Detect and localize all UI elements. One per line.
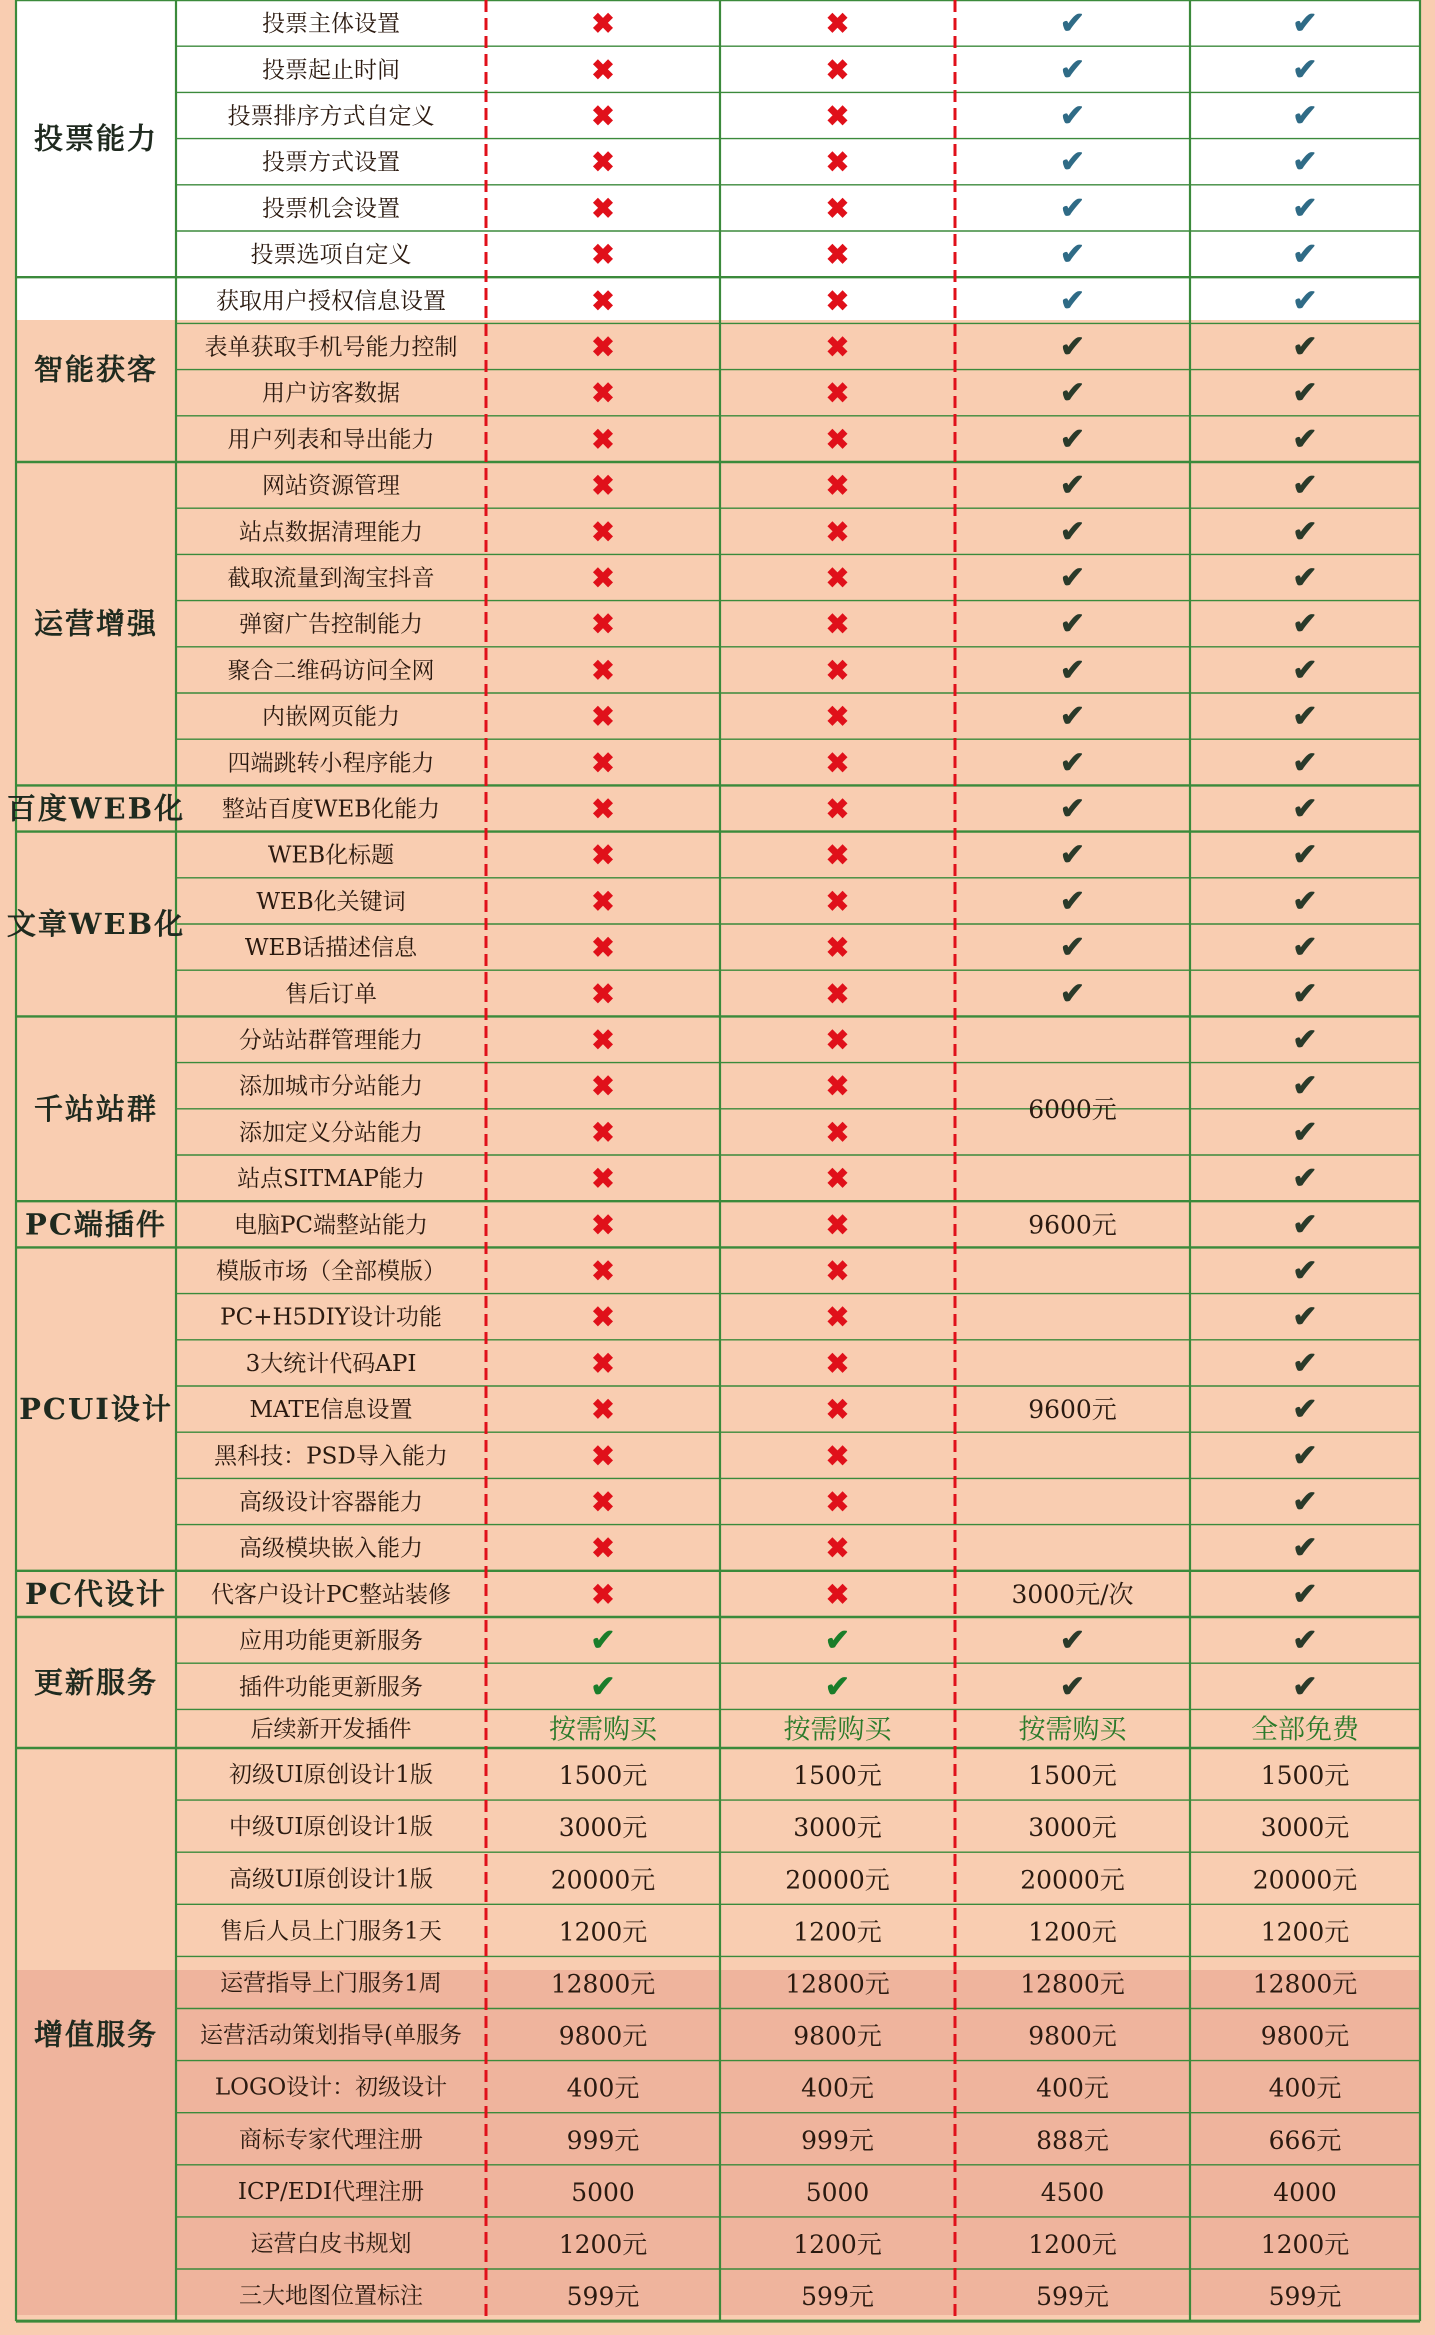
cross-icon: ✖ bbox=[591, 746, 615, 780]
check-icon: ✔ bbox=[824, 1623, 851, 1659]
price-value: 1500元 bbox=[1260, 1761, 1350, 1791]
check-icon: ✔ bbox=[1292, 1022, 1318, 1058]
check-icon: ✔ bbox=[1292, 1576, 1318, 1612]
check-icon: ✔ bbox=[1292, 1345, 1318, 1381]
price-value: 3000元 bbox=[1260, 1813, 1350, 1843]
feature-label: 投票机会设置 bbox=[262, 195, 400, 222]
check-icon: ✔ bbox=[1292, 699, 1318, 735]
check-icon: ✔ bbox=[1292, 421, 1318, 457]
price-value: 400元 bbox=[566, 2073, 640, 2103]
cross-icon: ✖ bbox=[825, 1115, 850, 1149]
feature-label: WEB话描述信息 bbox=[244, 935, 418, 962]
feature-label: 电脑PC端整站能力 bbox=[233, 1212, 429, 1239]
feature-label: 表单获取手机号能力控制 bbox=[204, 334, 458, 361]
cross-icon: ✖ bbox=[825, 238, 850, 272]
price-value: 20000元 bbox=[785, 1865, 890, 1895]
cross-icon: ✖ bbox=[591, 330, 615, 364]
cross-icon: ✖ bbox=[825, 191, 850, 225]
cross-icon: ✖ bbox=[591, 469, 615, 503]
cross-icon: ✖ bbox=[591, 931, 615, 965]
feature-label: 投票排序方式自定义 bbox=[227, 103, 435, 130]
price-value: 400元 bbox=[1036, 2073, 1109, 2103]
cross-icon: ✖ bbox=[591, 1162, 615, 1196]
cross-icon: ✖ bbox=[825, 607, 850, 641]
check-icon: ✔ bbox=[1292, 283, 1318, 319]
price-value: 1200元 bbox=[793, 2229, 882, 2259]
cross-icon: ✖ bbox=[591, 884, 615, 918]
check-icon: ✔ bbox=[1292, 375, 1318, 411]
cross-icon: ✖ bbox=[591, 1393, 615, 1427]
check-icon: ✔ bbox=[1059, 190, 1086, 226]
check-icon: ✔ bbox=[1292, 837, 1318, 873]
feature-label: 运营活动策划指导(单服务 bbox=[200, 2022, 462, 2049]
cross-icon: ✖ bbox=[825, 1485, 850, 1519]
cross-icon: ✖ bbox=[825, 145, 850, 179]
check-icon: ✔ bbox=[1292, 1114, 1318, 1150]
check-icon: ✔ bbox=[1059, 1669, 1086, 1705]
check-icon: ✔ bbox=[1059, 652, 1086, 688]
cross-icon: ✖ bbox=[591, 1208, 615, 1242]
check-icon: ✔ bbox=[590, 1623, 616, 1659]
check-icon: ✔ bbox=[1292, 52, 1318, 88]
cross-icon: ✖ bbox=[825, 330, 850, 364]
price-value: 999元 bbox=[801, 2125, 874, 2155]
check-icon: ✔ bbox=[1292, 1161, 1318, 1197]
check-icon: ✔ bbox=[1059, 6, 1086, 42]
cross-icon: ✖ bbox=[825, 7, 850, 41]
feature-label: 添加城市分站能力 bbox=[239, 1073, 423, 1100]
cross-icon: ✖ bbox=[825, 1300, 850, 1334]
feature-label: 用户访客数据 bbox=[262, 380, 400, 407]
category-label: PC代设计 bbox=[25, 1576, 167, 1611]
check-icon: ✔ bbox=[1059, 883, 1086, 919]
price-value: 20000元 bbox=[550, 1865, 656, 1895]
feature-label: WEB化关键词 bbox=[256, 888, 406, 915]
check-icon: ✔ bbox=[1059, 283, 1086, 319]
cross-icon: ✖ bbox=[825, 1208, 850, 1242]
feature-label: 插件功能更新服务 bbox=[239, 1674, 423, 1701]
category-label: 增值服务 bbox=[33, 2017, 159, 2052]
feature-label: 3大统计代码API bbox=[245, 1350, 417, 1377]
feature-label: 添加定义分站能力 bbox=[239, 1119, 423, 1146]
cross-icon: ✖ bbox=[591, 238, 615, 272]
feature-label: 高级UI原创设计1版 bbox=[228, 1866, 434, 1893]
feature-label: 后续新开发插件 bbox=[250, 1716, 412, 1743]
feature-label: 投票主体设置 bbox=[262, 11, 400, 38]
check-icon: ✔ bbox=[1059, 329, 1086, 365]
check-icon: ✔ bbox=[1059, 144, 1086, 180]
check-icon: ✔ bbox=[1059, 1623, 1086, 1659]
cross-icon: ✖ bbox=[591, 1300, 615, 1334]
check-icon: ✔ bbox=[1292, 98, 1318, 134]
cross-icon: ✖ bbox=[825, 1393, 850, 1427]
check-icon: ✔ bbox=[1059, 237, 1086, 273]
feature-label: 中级UI原创设计1版 bbox=[228, 1814, 434, 1841]
cross-icon: ✖ bbox=[591, 284, 615, 318]
check-icon: ✔ bbox=[1292, 883, 1318, 919]
feature-label: 商标专家代理注册 bbox=[239, 2126, 423, 2153]
check-icon: ✔ bbox=[1292, 976, 1318, 1012]
price-value: 9800元 bbox=[793, 2021, 882, 2051]
cross-icon: ✖ bbox=[591, 7, 615, 41]
check-icon: ✔ bbox=[1059, 745, 1086, 781]
check-icon: ✔ bbox=[1292, 1530, 1318, 1566]
check-icon: ✔ bbox=[1059, 699, 1086, 735]
cross-icon: ✖ bbox=[591, 1531, 615, 1565]
check-icon: ✔ bbox=[1059, 606, 1086, 642]
price-value: 400元 bbox=[1268, 2073, 1342, 2103]
cross-icon: ✖ bbox=[825, 977, 850, 1011]
cross-icon: ✖ bbox=[825, 1531, 850, 1565]
check-icon: ✔ bbox=[590, 1669, 616, 1705]
purchase-mode: 按需购买 bbox=[783, 1714, 892, 1746]
cross-icon: ✖ bbox=[591, 1577, 615, 1611]
price-value: 599元 bbox=[801, 2282, 874, 2312]
check-icon: ✔ bbox=[1292, 1438, 1318, 1474]
feature-label: 投票起止时间 bbox=[262, 57, 400, 84]
price-value: 4500 bbox=[1040, 2177, 1105, 2207]
purchase-mode: 按需购买 bbox=[1018, 1714, 1127, 1746]
cross-icon: ✖ bbox=[591, 561, 615, 595]
price-value: 12800元 bbox=[1020, 1969, 1125, 1999]
cross-icon: ✖ bbox=[825, 1254, 850, 1288]
price-value: 599元 bbox=[1268, 2282, 1342, 2312]
cross-icon: ✖ bbox=[825, 422, 850, 456]
cross-icon: ✖ bbox=[591, 191, 615, 225]
category-label: 文章WEB化 bbox=[6, 907, 186, 941]
cross-icon: ✖ bbox=[591, 1254, 615, 1288]
purchase-mode: 按需购买 bbox=[549, 1714, 657, 1746]
check-icon: ✔ bbox=[1292, 652, 1318, 688]
feature-label: 三大地图位置标注 bbox=[239, 2283, 423, 2310]
cross-icon: ✖ bbox=[591, 376, 615, 410]
check-icon: ✔ bbox=[1292, 745, 1318, 781]
price-value: 1200元 bbox=[1260, 2229, 1350, 2259]
feature-label: PC+H5DIY设计功能 bbox=[220, 1304, 442, 1331]
price-value: 400元 bbox=[801, 2073, 874, 2103]
cross-icon: ✖ bbox=[825, 746, 850, 780]
check-icon: ✔ bbox=[1292, 237, 1318, 273]
check-icon: ✔ bbox=[1059, 930, 1086, 966]
price-value: 5000 bbox=[805, 2177, 870, 2207]
cross-icon: ✖ bbox=[825, 653, 850, 687]
cross-icon: ✖ bbox=[825, 99, 850, 133]
cross-icon: ✖ bbox=[591, 1485, 615, 1519]
check-icon: ✔ bbox=[1059, 98, 1086, 134]
feature-label: 售后人员上门服务1天 bbox=[220, 1918, 442, 1945]
feature-label: 内嵌网页能力 bbox=[262, 704, 400, 731]
check-icon: ✔ bbox=[1292, 930, 1318, 966]
feature-label: 站点SITMAP能力 bbox=[237, 1166, 425, 1193]
feature-label: 模版市场（全部模版） bbox=[216, 1258, 446, 1285]
cross-icon: ✖ bbox=[591, 653, 615, 687]
price-value: 599元 bbox=[566, 2282, 640, 2312]
cross-icon: ✖ bbox=[825, 1069, 850, 1103]
merged-price: 9600元 bbox=[1028, 1210, 1117, 1240]
check-icon: ✔ bbox=[1292, 1299, 1318, 1335]
check-icon: ✔ bbox=[824, 1669, 851, 1705]
feature-label: MATE信息设置 bbox=[249, 1397, 413, 1424]
cross-icon: ✖ bbox=[825, 376, 850, 410]
check-icon: ✔ bbox=[1059, 468, 1086, 504]
check-icon: ✔ bbox=[1059, 375, 1086, 411]
cross-icon: ✖ bbox=[591, 1069, 615, 1103]
purchase-mode: 全部免费 bbox=[1251, 1714, 1359, 1746]
category-label: 千站站群 bbox=[33, 1091, 159, 1126]
price-value: 666元 bbox=[1268, 2125, 1342, 2155]
price-value: 1200元 bbox=[558, 1917, 648, 1947]
merged-price: 3000元/次 bbox=[1011, 1579, 1134, 1609]
category-label: 百度WEB化 bbox=[6, 791, 186, 826]
price-value: 1500元 bbox=[1028, 1761, 1117, 1791]
feature-label: 初级UI原创设计1版 bbox=[228, 1762, 434, 1789]
check-icon: ✔ bbox=[1059, 52, 1086, 88]
price-value: 4000 bbox=[1273, 2177, 1337, 2207]
price-value: 9800元 bbox=[1028, 2021, 1117, 2051]
feature-label: 应用功能更新服务 bbox=[239, 1628, 423, 1655]
check-icon: ✔ bbox=[1059, 421, 1086, 457]
category-label: PCUI设计 bbox=[19, 1392, 173, 1427]
cross-icon: ✖ bbox=[825, 884, 850, 918]
cross-icon: ✖ bbox=[825, 1577, 850, 1611]
category-label: PC端插件 bbox=[25, 1207, 167, 1242]
cross-icon: ✖ bbox=[825, 561, 850, 595]
price-value: 1200元 bbox=[558, 2229, 648, 2259]
check-icon: ✔ bbox=[1292, 1669, 1318, 1705]
cross-icon: ✖ bbox=[825, 1439, 850, 1473]
price-value: 12800元 bbox=[785, 1969, 890, 1999]
feature-label: 投票方式设置 bbox=[262, 149, 400, 176]
top-white-band bbox=[16, 0, 1420, 320]
feature-label: 高级模块嵌入能力 bbox=[239, 1535, 423, 1562]
price-value: 20000元 bbox=[1252, 1865, 1358, 1895]
category-label: 运营增强 bbox=[33, 606, 159, 641]
feature-label: 聚合二维码访问全网 bbox=[227, 657, 435, 684]
feature-label: 代客户设计PC整站装修 bbox=[210, 1581, 452, 1608]
feature-label: 黑科技：PSD导入能力 bbox=[214, 1443, 448, 1470]
feature-label: WEB化标题 bbox=[267, 842, 395, 869]
feature-label: 投票选项自定义 bbox=[250, 242, 412, 269]
feature-label: 分站站群管理能力 bbox=[239, 1027, 423, 1054]
cross-icon: ✖ bbox=[591, 53, 615, 87]
check-icon: ✔ bbox=[1292, 791, 1318, 827]
feature-label: 截取流量到淘宝抖音 bbox=[227, 565, 435, 592]
cross-icon: ✖ bbox=[591, 515, 615, 549]
cross-icon: ✖ bbox=[591, 607, 615, 641]
price-value: 5000 bbox=[571, 2177, 635, 2207]
check-icon: ✔ bbox=[1292, 1623, 1318, 1659]
price-value: 3000元 bbox=[1028, 1813, 1117, 1843]
cross-icon: ✖ bbox=[825, 469, 850, 503]
check-icon: ✔ bbox=[1059, 791, 1086, 827]
merged-price: 9600元 bbox=[1028, 1395, 1117, 1425]
check-icon: ✔ bbox=[1292, 1484, 1318, 1520]
cross-icon: ✖ bbox=[825, 1346, 850, 1380]
check-icon: ✔ bbox=[1292, 190, 1318, 226]
check-icon: ✔ bbox=[1292, 1253, 1318, 1289]
cross-icon: ✖ bbox=[825, 931, 850, 965]
check-icon: ✔ bbox=[1292, 6, 1318, 42]
price-value: 1200元 bbox=[1260, 1917, 1350, 1947]
price-value: 1500元 bbox=[793, 1761, 882, 1791]
check-icon: ✔ bbox=[1292, 1068, 1318, 1104]
check-icon: ✔ bbox=[1292, 1392, 1318, 1428]
price-value: 888元 bbox=[1036, 2125, 1109, 2155]
check-icon: ✔ bbox=[1292, 560, 1318, 596]
feature-label: LOGO设计：初级设计 bbox=[214, 2074, 448, 2101]
cross-icon: ✖ bbox=[591, 1346, 615, 1380]
price-value: 599元 bbox=[1036, 2282, 1109, 2312]
check-icon: ✔ bbox=[1292, 144, 1318, 180]
price-value: 12800元 bbox=[1252, 1969, 1358, 1999]
cross-icon: ✖ bbox=[591, 422, 615, 456]
price-value: 12800元 bbox=[550, 1969, 656, 1999]
check-icon: ✔ bbox=[1292, 514, 1318, 550]
cross-icon: ✖ bbox=[591, 700, 615, 734]
price-value: 9800元 bbox=[1260, 2021, 1350, 2051]
cross-icon: ✖ bbox=[825, 515, 850, 549]
cross-icon: ✖ bbox=[825, 1023, 850, 1057]
feature-label: 四端跳转小程序能力 bbox=[227, 750, 435, 777]
cross-icon: ✖ bbox=[591, 1439, 615, 1473]
cross-icon: ✖ bbox=[825, 792, 850, 826]
cross-icon: ✖ bbox=[825, 700, 850, 734]
price-value: 1500元 bbox=[558, 1761, 648, 1791]
price-value: 20000元 bbox=[1020, 1865, 1125, 1895]
check-icon: ✔ bbox=[1292, 606, 1318, 642]
price-value: 1200元 bbox=[1028, 2229, 1117, 2259]
category-label: 智能获客 bbox=[33, 352, 159, 387]
check-icon: ✔ bbox=[1292, 1207, 1318, 1243]
feature-label: 运营指导上门服务1周 bbox=[220, 1970, 442, 1997]
cross-icon: ✖ bbox=[591, 145, 615, 179]
feature-label: 获取用户授权信息设置 bbox=[216, 288, 446, 315]
price-value: 999元 bbox=[566, 2125, 640, 2155]
price-value: 1200元 bbox=[793, 1917, 882, 1947]
cross-icon: ✖ bbox=[591, 1115, 615, 1149]
feature-label: 用户列表和导出能力 bbox=[227, 426, 435, 453]
check-icon: ✔ bbox=[1059, 976, 1086, 1012]
feature-label: 售后订单 bbox=[285, 981, 377, 1008]
check-icon: ✔ bbox=[1059, 560, 1086, 596]
category-label: 更新服务 bbox=[33, 1665, 159, 1700]
price-value: 3000元 bbox=[558, 1813, 648, 1843]
feature-label: 弹窗广告控制能力 bbox=[239, 611, 423, 638]
cross-icon: ✖ bbox=[825, 1162, 850, 1196]
cross-icon: ✖ bbox=[825, 838, 850, 872]
check-icon: ✔ bbox=[1292, 468, 1318, 504]
feature-label: 网站资源管理 bbox=[262, 473, 400, 500]
price-value: 1200元 bbox=[1028, 1917, 1117, 1947]
cross-icon: ✖ bbox=[591, 792, 615, 826]
cross-icon: ✖ bbox=[825, 284, 850, 318]
cross-icon: ✖ bbox=[591, 1023, 615, 1057]
check-icon: ✔ bbox=[1292, 329, 1318, 365]
price-value: 3000元 bbox=[793, 1813, 882, 1843]
price-value: 9800元 bbox=[558, 2021, 648, 2051]
merged-price: 6000元 bbox=[1028, 1094, 1117, 1124]
feature-label: 运营白皮书规划 bbox=[250, 2230, 412, 2257]
cross-icon: ✖ bbox=[591, 977, 615, 1011]
check-icon: ✔ bbox=[1059, 837, 1086, 873]
feature-label: 整站百度WEB化能力 bbox=[221, 796, 441, 823]
cross-icon: ✖ bbox=[825, 53, 850, 87]
feature-label: 站点数据清理能力 bbox=[239, 519, 423, 546]
cross-icon: ✖ bbox=[591, 99, 615, 133]
check-icon: ✔ bbox=[1059, 514, 1086, 550]
category-label: 投票能力 bbox=[33, 121, 159, 156]
feature-label: ICP/EDI代理注册 bbox=[237, 2178, 425, 2205]
feature-label: 高级设计容器能力 bbox=[239, 1489, 423, 1516]
cross-icon: ✖ bbox=[591, 838, 615, 872]
